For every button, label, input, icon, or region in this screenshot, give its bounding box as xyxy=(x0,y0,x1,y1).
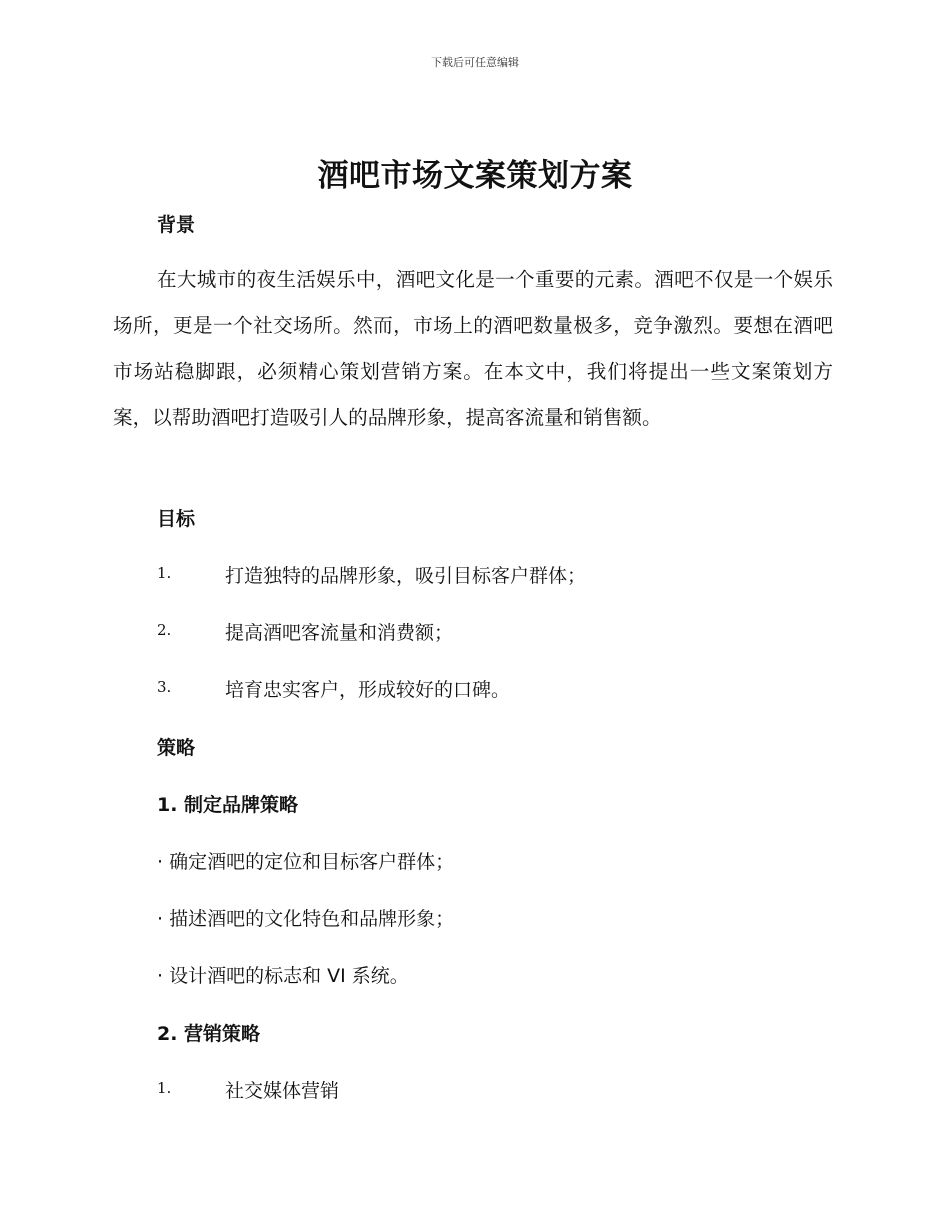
goal-item-number: 3. xyxy=(157,678,172,696)
brand-bullet-item: · 设计酒吧的标志和 VI 系统。 xyxy=(157,965,409,987)
brand-bullet-item: · 描述酒吧的文化特色和品牌形象； xyxy=(157,908,455,930)
marketing-item-number: 1. xyxy=(157,1079,172,1097)
marketing-item xyxy=(157,1076,837,1106)
goal-item-number: 1. xyxy=(157,564,172,582)
subheading-brand-strategy: 1. 制定品牌策略 xyxy=(157,794,299,816)
goal-item-text: 打造独特的品牌形象，吸引目标客户群体； xyxy=(225,565,587,587)
document-title: 酒吧市场文案策划方案 xyxy=(317,158,633,194)
section-heading-strategy: 策略 xyxy=(157,737,196,759)
goal-item-text: 培育忠实客户，形成较好的口碑。 xyxy=(225,679,511,701)
section-heading-background: 背景 xyxy=(157,214,196,236)
header-note: 下载后可任意编辑 xyxy=(431,56,519,69)
section-heading-goals: 目标 xyxy=(157,508,196,530)
brand-bullet-item: · 确定酒吧的定位和目标客户群体； xyxy=(157,851,455,873)
goal-item xyxy=(157,675,837,705)
subheading-marketing-strategy: 2. 营销策略 xyxy=(157,1023,261,1045)
goal-item-number: 2. xyxy=(157,621,172,639)
goal-item xyxy=(157,618,837,648)
marketing-item-text: 社交媒体营销 xyxy=(225,1080,340,1102)
goal-item-text: 提高酒吧客流量和消费额； xyxy=(225,622,454,644)
goal-item xyxy=(157,561,837,591)
background-paragraph: 在大城市的夜生活娱乐中，酒吧文化是一个重要的元素。酒吧不仅是一个娱乐场所，更是一个社交场所。然而，市场上的酒吧数量极多，竞争激烈。要想在酒吧市场站稳脚跟，必须精心策划营销方案。在本文中，我们将提出一些文案策划方案，以帮助酒吧打造吸引人的品牌形象，提高客流量和销售额。 xyxy=(113,268,833,429)
